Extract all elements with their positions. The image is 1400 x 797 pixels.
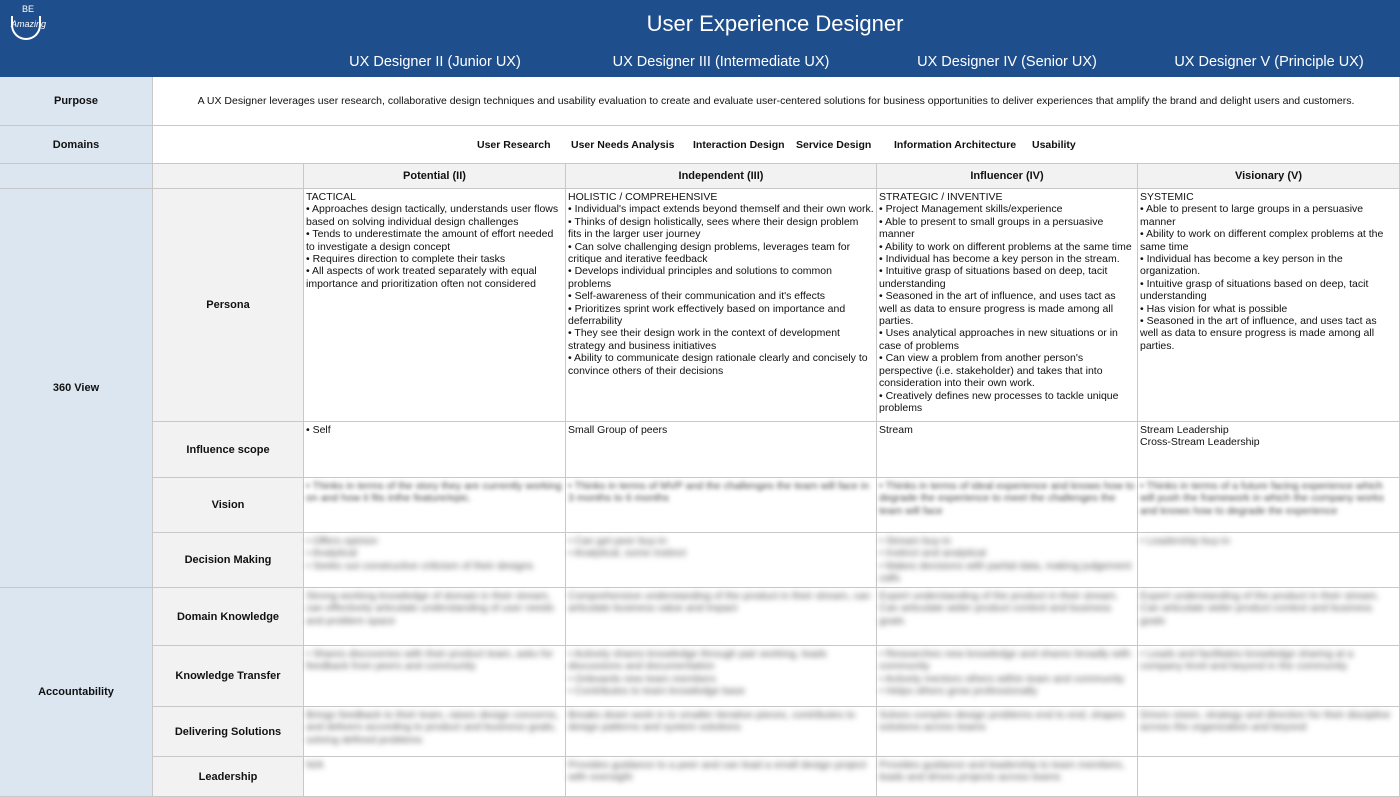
- row-label-domain-knowledge: Domain Knowledge: [153, 588, 304, 646]
- domain-knowledge-cell-ii: Strong working knowledge of domain in their stream, can effectively articulate understanding of user needs and problem space: [304, 588, 566, 646]
- delivering-cell-v: Drives vision, strategy and direction for their discipline across the organization and beyond: [1138, 707, 1400, 757]
- domains-label: Domains: [0, 126, 153, 164]
- domain-knowledge-cell-iv: Expert understanding of the product in their stream. Can articulate wider product context and business goals: [877, 588, 1138, 646]
- row-label-vision: Vision: [153, 478, 304, 533]
- level-header-v: UX Designer V (Principle UX): [1174, 54, 1364, 70]
- leadership-cell-ii: N/A: [304, 757, 566, 797]
- purpose-text: A UX Designer leverages user research, collaborative design techniques and usability evaluation to create and evaluate user-centered solutions for business opportunities to deliver experiences that amplify the brand and delight users and customers.: [153, 77, 1400, 126]
- level-header-iv: UX Designer IV (Senior UX): [917, 54, 1097, 70]
- domain-knowledge-cell-iii: Comprehensive understanding of the product in their stream, can articulate business value and impact: [566, 588, 877, 646]
- row-label-decision-making: Decision Making: [153, 533, 304, 588]
- leadership-cell-iv: Provides guidance and leadership to team members, leads and drives projects across teams: [877, 757, 1138, 797]
- vision-cell-v: • Thinks in terms of a future facing experience which will push the framework in which the company works and knows how to degrade the experience: [1138, 478, 1400, 533]
- persona-cell-iv: STRATEGIC / INVENTIVE • Project Management skills/experience • Able to present to small groups in a persuasive manner • Ability to work on different problems at the same time • Individual has become a key person in the stream. • Intuitive grasp of situations based on deep, tacit understanding • Seasoned in the art of influence, and uses tact as well as data to ensure progress is made among all parties. • Uses analytical approaches in new situations or in case of problems • Can view a problem from another person's perspective (i.e. stakeholder) and takes that into consideration into their own work. • Creatively defines new processes to tackle unique problems: [877, 189, 1138, 422]
- vision-cell-iv: • Thinks in terms of ideal experience and knows how to degrade the experience to meet the challenges the team will face: [877, 478, 1138, 533]
- delivering-cell-iii: Breaks down work in to smaller iterative pieces, contributes to design patterns and system solutions: [566, 707, 877, 757]
- domain-usability: Usability: [1032, 139, 1076, 151]
- influence-cell-ii: • Self: [304, 422, 566, 478]
- domain-user-needs-analysis: User Needs Analysis: [571, 139, 675, 151]
- domain-information-architecture: Information Architecture: [894, 139, 1017, 151]
- persona-cell-ii: TACTICAL • Approaches design tactically, understands user flows based on solving individual design challenges • Tends to underestimate the amount of effort needed to investigate a design concept • Requires direction to complete their tasks • All aspects of work treated separately with equal importance and prioritization often not considered: [304, 189, 566, 422]
- influence-cell-v: Stream Leadership Cross-Stream Leadership: [1138, 422, 1400, 478]
- section-360-view: 360 View: [0, 189, 153, 588]
- knowledge-transfer-cell-iii: • Actively shares knowledge through pair working, leads discussions and documentation • Onboards new team members • Contributes to team knowledge base: [566, 646, 877, 707]
- delivering-cell-iv: Solves complex design problems end to end, shapes solutions across teams: [877, 707, 1138, 757]
- domain-interaction-design: Interaction Design: [693, 139, 785, 151]
- purpose-label: Purpose: [0, 77, 153, 126]
- column-header-influencer: Influencer (IV): [877, 164, 1138, 189]
- section-accountability: Accountability: [0, 588, 153, 797]
- persona-cell-iii: HOLISTIC / COMPREHENSIVE • Individual's impact extends beyond themself and their own work. • Thinks of design holistically, sees where their design problem fits in the larger user journey • Can solve challenging design problems, leverages team for critique and iterative feedback • Develops individual principles and solutions to common problems • Self-awareness of their communication and it's effects • Prioritizes sprint work effectively based on importance and deferrability • They see their design work in the context of development strategy and business initiatives • Ability to communicate design rationale clearly and concisely to convince others of their decisions: [566, 189, 877, 422]
- leadership-cell-v: [1138, 757, 1400, 797]
- persona-cell-v: SYSTEMIC • Able to present to large groups in a persuasive manner • Ability to work on different complex problems at the same time • Individual has become a key person in the organization. • Intuitive grasp of situations based on deep, tacit understanding • Has vision for what is possible • Seasoned in the art of influence, and uses tact as well as data to ensure progress is made among all parties.: [1138, 189, 1400, 422]
- knowledge-transfer-cell-v: • Leads and facilitates knowledge sharing at a company level and beyond in the community: [1138, 646, 1400, 707]
- row-label-leadership: Leadership: [153, 757, 304, 797]
- row-label-knowledge-transfer: Knowledge Transfer: [153, 646, 304, 707]
- delivering-cell-ii: Brings feedback to their team, raises design concerns, and delivers according to product and business goals, solving defined problems: [304, 707, 566, 757]
- decision-cell-v: • Leadership buy-in: [1138, 533, 1400, 588]
- blank-header-mid: [153, 164, 304, 189]
- vision-cell-ii: • Thinks in terms of the story they are currently working on and how it fits inthe feature/epic.: [304, 478, 566, 533]
- leadership-cell-iii: Provides guidance to a peer and can lead a small design project with oversight: [566, 757, 877, 797]
- influence-cell-iv: Stream: [877, 422, 1138, 478]
- row-label-delivering-solutions: Delivering Solutions: [153, 707, 304, 757]
- row-label-persona: Persona: [153, 189, 304, 422]
- level-header-iii: UX Designer III (Intermediate UX): [612, 54, 830, 70]
- vision-cell-iii: • Thinks in terms of MVP and the challenges the team will face in 3 months to 6 months: [566, 478, 877, 533]
- domain-service-design: Service Design: [796, 139, 872, 151]
- decision-cell-ii: • Offers opinion • Analytical • Seeks out constructive criticism of their designs: [304, 533, 566, 588]
- blank-header-left: [0, 164, 153, 189]
- influence-cell-iii: Small Group of peers: [566, 422, 877, 478]
- page-title: User Experience Designer: [646, 11, 904, 36]
- level-header-ii: UX Designer II (Junior UX): [349, 54, 521, 70]
- knowledge-transfer-cell-ii: • Shares discoveries with their product team, asks for feedback from peers and community: [304, 646, 566, 707]
- header-bar: [0, 0, 1400, 77]
- domain-user-research: User Research: [477, 139, 551, 151]
- column-header-visionary: Visionary (V): [1138, 164, 1400, 189]
- domain-knowledge-cell-v: Expert understanding of the product in their stream. Can articulate wider product context and business goals: [1138, 588, 1400, 646]
- decision-cell-iii: • Can get peer buy-in • Analytical, some instinct: [566, 533, 877, 588]
- knowledge-transfer-cell-iv: • Researches new knowledge and shares broadly with community • Actively mentors others within team and community • Helps others grow professionally: [877, 646, 1138, 707]
- column-header-independent: Independent (III): [566, 164, 877, 189]
- domains-list: [153, 126, 1400, 164]
- row-label-influence-scope: Influence scope: [153, 422, 304, 478]
- column-header-potential: Potential (II): [304, 164, 566, 189]
- company-logo: BE Amazing: [9, 4, 45, 40]
- decision-cell-iv: • Stream buy-in • Instinct and analytical • Makes decisions with partial data, making judgement calls: [877, 533, 1138, 588]
